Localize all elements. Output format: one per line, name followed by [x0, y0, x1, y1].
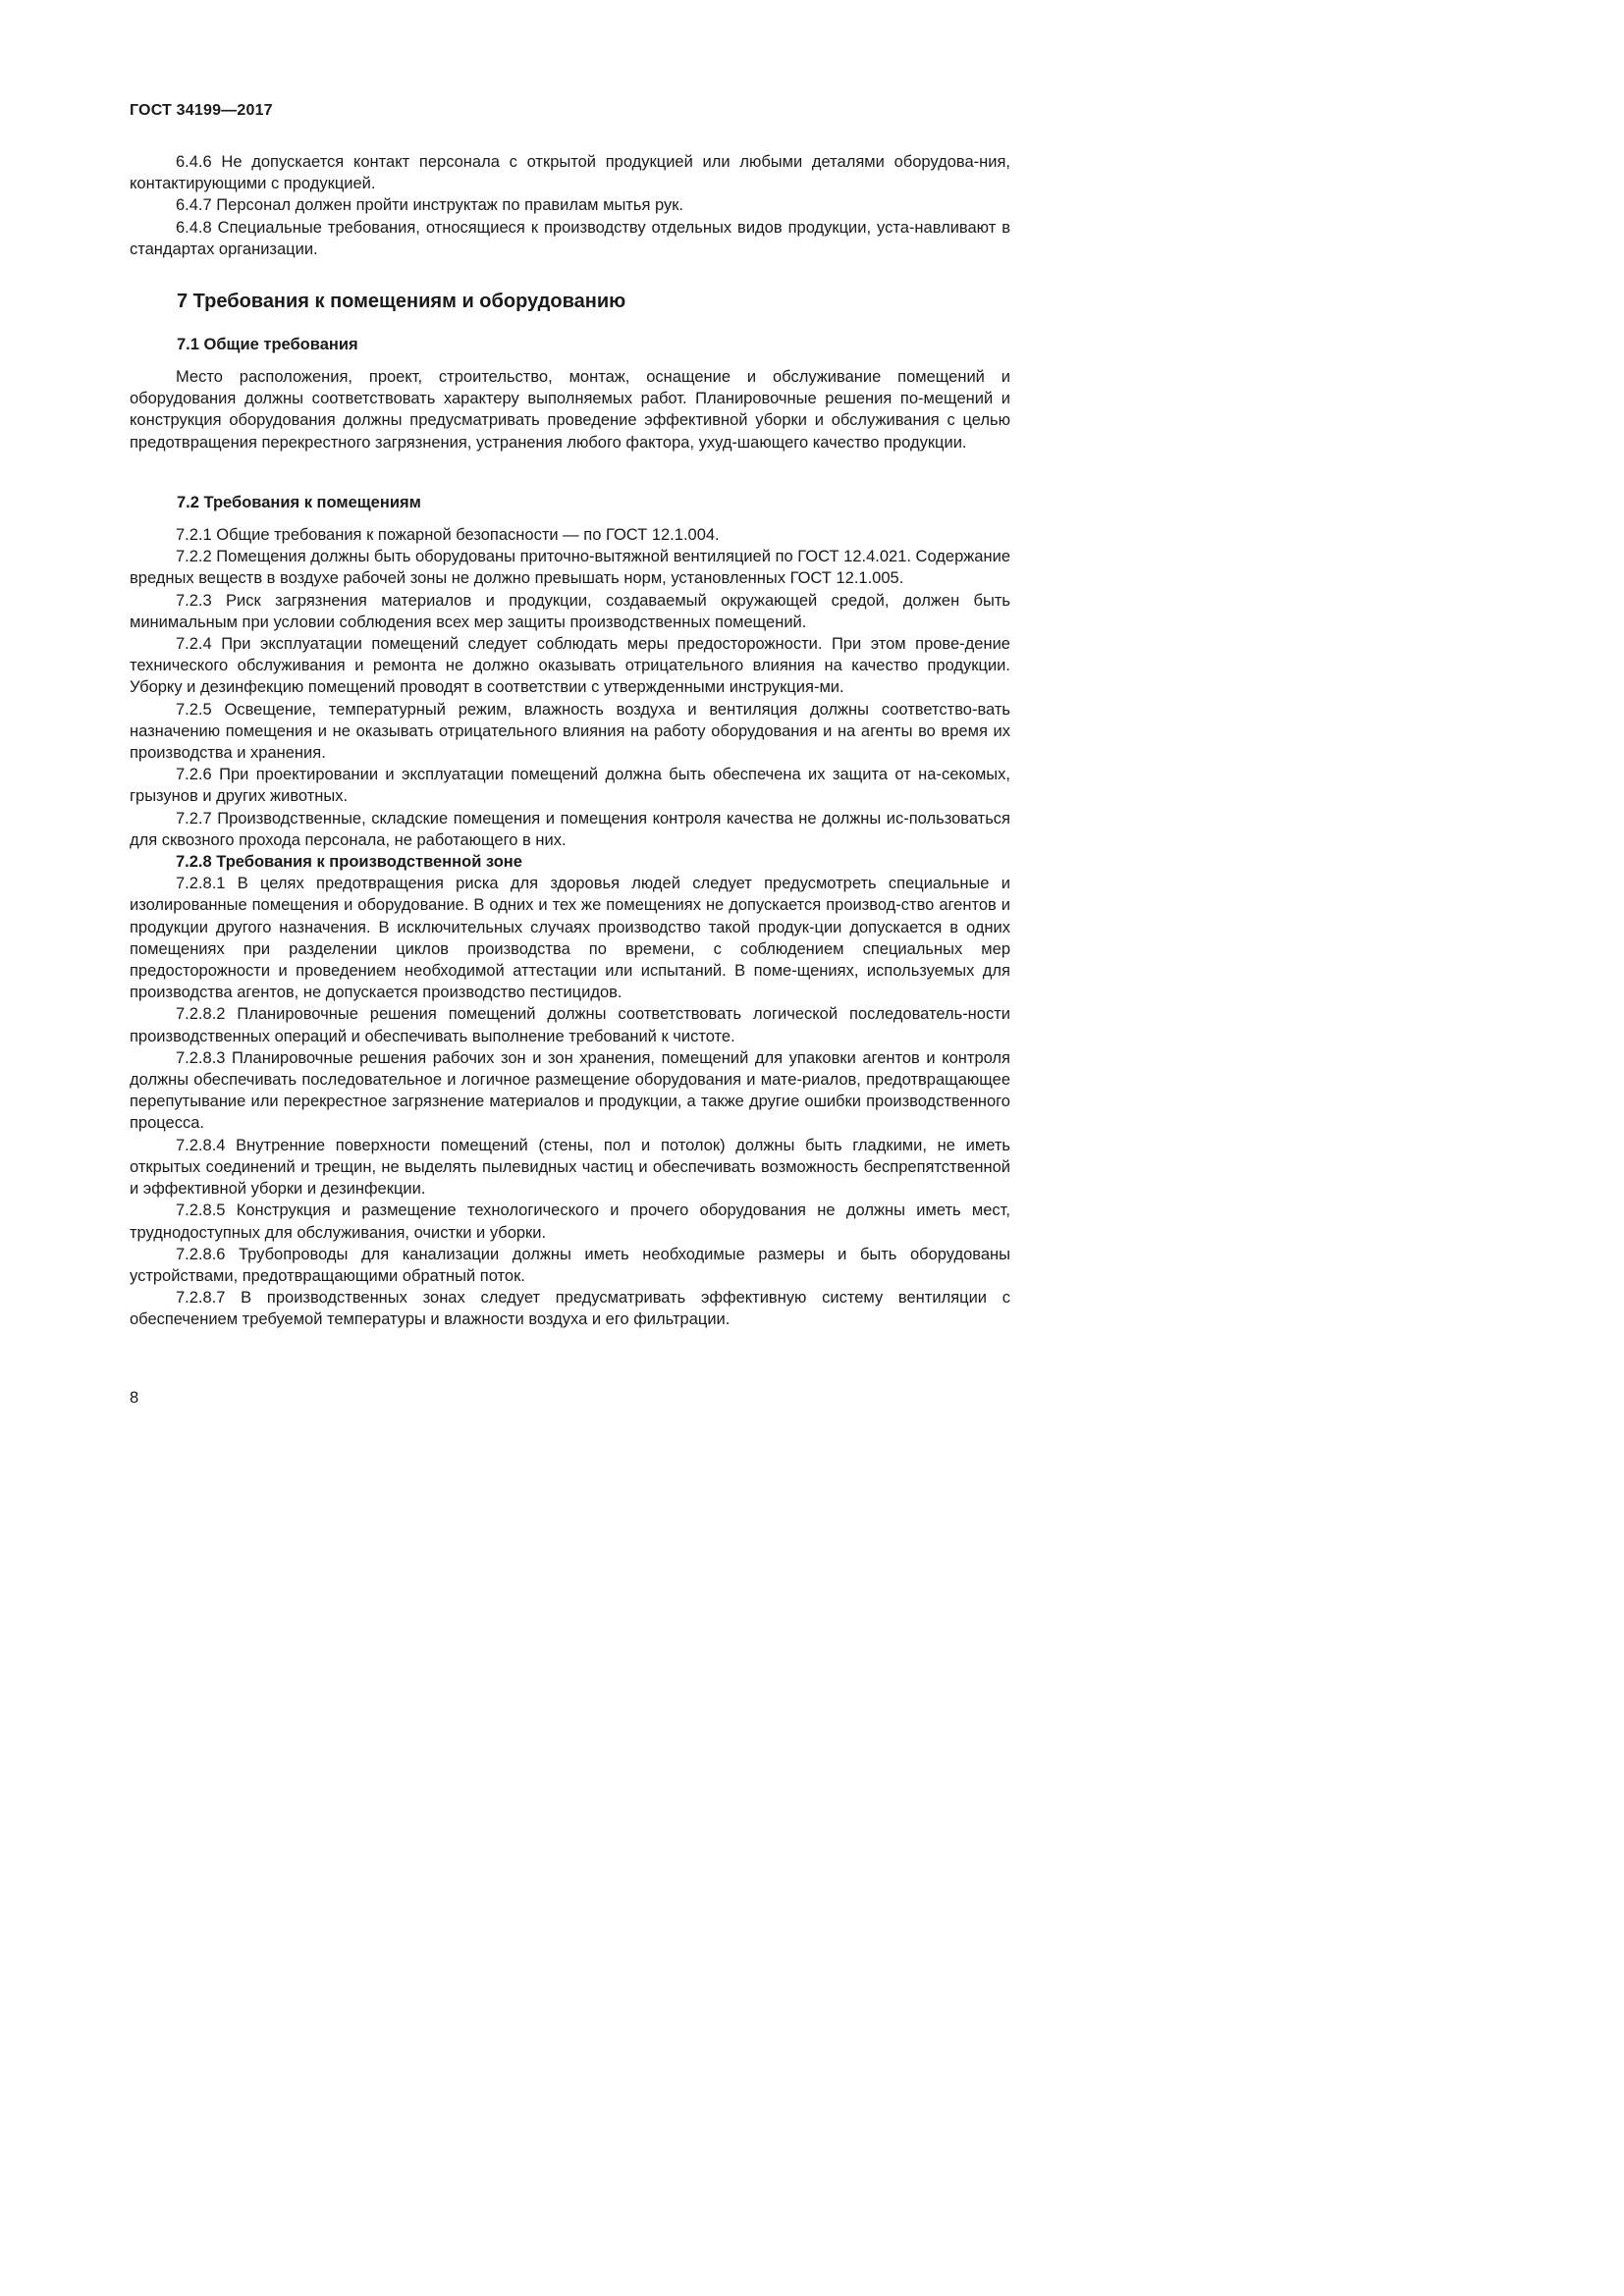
section-7-2-8-heading: 7.2.8 Требования к производственной зоне — [176, 853, 522, 872]
paragraph-7-2-8-2: 7.2.8.2 Планировочные решения помещений должны соответствовать логической последователь-ности производственных операций и обеспечивать выполнение требований к чистоте. — [130, 1005, 1010, 1045]
paragraph-7-2-4: 7.2.4 При эксплуатации помещений следует соблюдать меры предосторожности. При этом прове-дение технического обслуживания и ремонта не должно оказывать отрицательного влияния на качество продукции. Уборку и дезинфекцию помещений проводят в соответствии с утвержденными инструкция-ми. — [130, 635, 1010, 697]
paragraph-7-1: Место расположения, проект, строительство, монтаж, оснащение и обслуживание помещений и оборудования должны соответствовать характеру выполняемых работ. Планировочные решения по-мещений и конструкция оборудования должны предусматривать проведение эффективной уборки и обслуживания с целью предотвращения перекрестного загрязнения, устранения любого фактора, ухуд-шающего качество продукции. — [130, 368, 1010, 452]
document-page — [0, 0, 1082, 1530]
paragraph-7-2-8-1: 7.2.8.1 В целях предотвращения риска для здоровья людей следует предусмотреть специальные и изолированные помещения и оборудование. В одних и тех же помещениях не допускается производ-ство агентов и продукции другого назначения. В исключительных случаях производство такой продук-ции допускается в одних помещениях при разделении циклов производства по времени, с соблюдением специальных мер предосторожности и проведением необходимой аттестации или испытаний. В поме-щениях, используемых для производства агентов, не допускается производство пестицидов. — [130, 875, 1010, 1002]
intro-block — [130, 151, 1010, 260]
paragraph-6-4-8: 6.4.8 Специальные требования, относящиеся к производству отдельных видов продукции, уста-навливают в стандартах организации. — [130, 218, 1010, 258]
paragraph-7-2-8-6: 7.2.8.6 Трубопроводы для канализации должны иметь необходимые размеры и быть оборудованы устройствами, предотвращающими обратный поток. — [130, 1245, 1010, 1285]
section-7-2-heading: 7.2 Требования к помещениям — [177, 494, 421, 511]
paragraph-7-2-3: 7.2.3 Риск загрязнения материалов и продукции, создаваемый окружающей средой, должен быть минимальным при условии соблюдения всех мер защиты производственных помещений. — [130, 591, 1010, 631]
paragraph-7-2-8-3: 7.2.8.3 Планировочные решения рабочих зон и зон хранения, помещений для упаковки агентов и контроля должны обеспечивать последовательное и логичное размещение оборудования и мате-риалов, предотвращающее перепутывание или перекрестное загрязнение материалов и продукции, а также другие ошибки производственного процесса. — [130, 1048, 1010, 1133]
section-7-2-block — [130, 524, 1010, 1331]
paragraph-7-2-1: 7.2.1 Общие требования к пожарной безопасности — по ГОСТ 12.1.004. — [176, 526, 720, 544]
section-7-1-heading: 7.1 Общие требования — [177, 336, 358, 353]
paragraph-7-2-8-7: 7.2.8.7 В производственных зонах следует предусматривать эффективную систему вентиляции с обеспечением требуемой температуры и влажности воздуха и его фильтрации. — [130, 1289, 1010, 1329]
paragraph-7-2-8-5: 7.2.8.5 Конструкция и размещение технологического и прочего оборудования не должны иметь мест, труднодоступных для обслуживания, очистки и уборки. — [130, 1201, 1010, 1242]
section-7-heading: 7 Требования к помещениям и оборудованию — [177, 291, 626, 312]
paragraph-7-2-8-4: 7.2.8.4 Внутренние поверхности помещений (стены, пол и потолок) должны быть гладкими, не иметь открытых соединений и трещин, не выделять пылевидных частиц и обеспечивать возможность беспрепятственной и эффективной уборки и дезинфекции. — [130, 1136, 1010, 1199]
paragraph-7-2-6: 7.2.6 При проектировании и эксплуатации помещений должна быть обеспечена их защита от на-секомых, грызунов и других животных. — [130, 766, 1010, 806]
paragraph-7-2-2: 7.2.2 Помещения должны быть оборудованы приточно-вытяжной вентиляцией по ГОСТ 12.4.021. Содержание вредных веществ в воздухе рабочей зоны не должно превышать норм, установленных ГОСТ 12.1.005. — [130, 548, 1010, 588]
document-id: ГОСТ 34199—2017 — [130, 102, 273, 119]
paragraph-6-4-7: 6.4.7 Персонал должен пройти инструктаж по правилам мытья рук. — [176, 196, 684, 215]
page-number: 8 — [130, 1389, 139, 1407]
paragraph-7-2-5: 7.2.5 Освещение, температурный режим, влажность воздуха и вентиляция должны соответство-вать назначению помещения и не оказывать отрицательного влияния на работу оборудования и на агенты во время их производства и хранения. — [130, 700, 1010, 763]
paragraph-7-2-7: 7.2.7 Производственные, складские помещения и помещения контроля качества не должны ис-пользоваться для сквозного прохода персонала, не работающего в них. — [130, 809, 1010, 849]
section-7-1-block — [130, 366, 1010, 454]
paragraph-6-4-6: 6.4.6 Не допускается контакт персонала с открытой продукцией или любыми деталями оборудова-ния, контактирующими с продукцией. — [130, 153, 1010, 193]
